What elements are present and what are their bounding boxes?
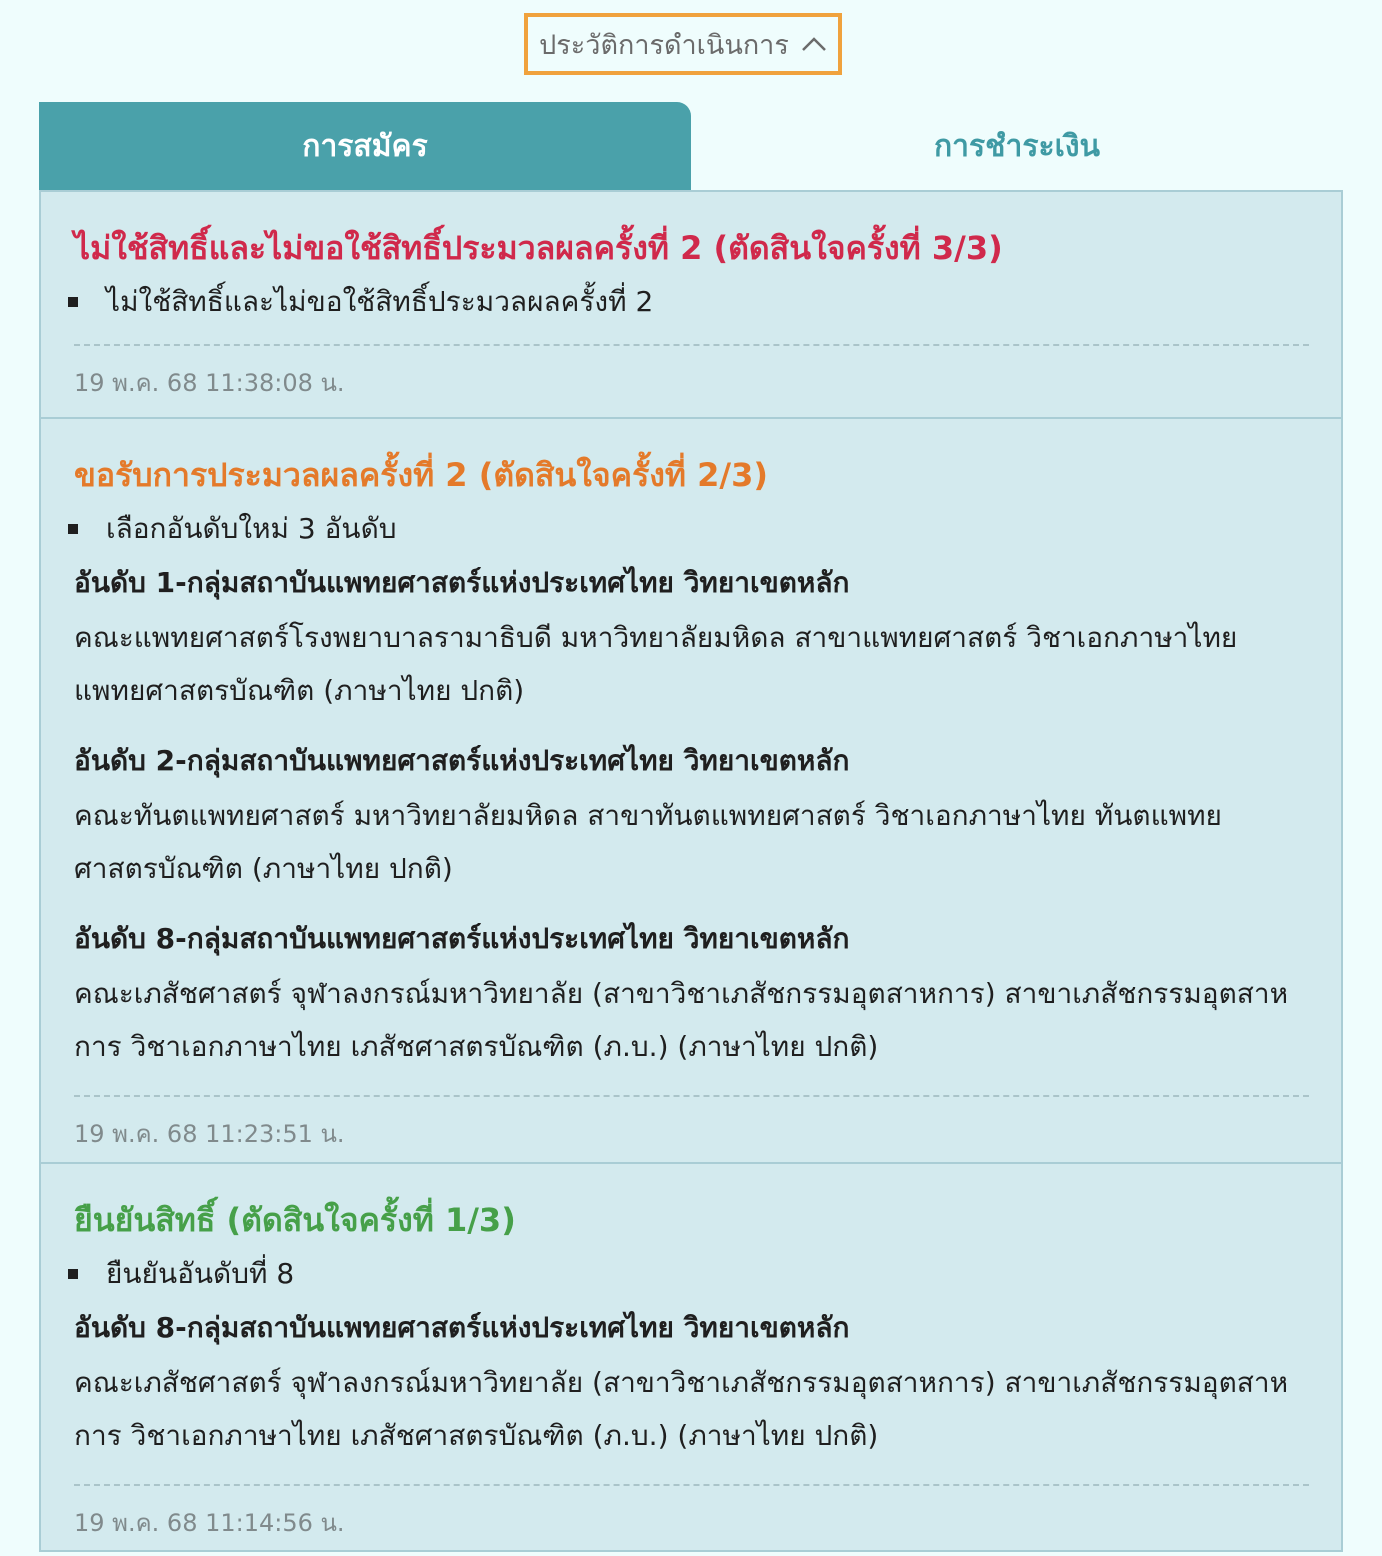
entry-title: ยืนยันสิทธิ์ (ตัดสินใจครั้งที่ 1/3) — [74, 1201, 516, 1239]
tab-application-label: การสมัคร — [302, 128, 428, 164]
history-entry — [41, 192, 1341, 419]
entry-title: ไม่ใช้สิทธิ์และไม่ขอใช้สิทธิ์ประมวลผลครั้งที่ 2 (ตัดสินใจครั้งที่ 3/3) — [74, 229, 1003, 267]
rank-title: อันดับ 8-กลุ่มสถาบันแพทยศาสตร์แห่งประเทศไทย วิทยาเขตหลัก — [74, 1311, 850, 1344]
history-panel — [39, 190, 1343, 1552]
chevron-up-icon — [801, 36, 827, 52]
entry-bullet — [74, 1254, 1309, 1294]
entry-bullet-text: เลือกอันดับใหม่ 3 อันดับ — [106, 512, 397, 545]
history-entry — [41, 1164, 1341, 1552]
entry-title: ขอรับการประมวลผลครั้งที่ 2 (ตัดสินใจครั้งที่ 2/3) — [74, 456, 768, 494]
tab-application[interactable] — [39, 102, 691, 190]
rank-description: คณะเภสัชศาสตร์ จุฬาลงกรณ์มหาวิทยาลัย (สาขาวิชาเภสัชกรรมอุตสาหการ) สาขาเภสัชกรรมอุตสาหการ วิชาเอกภาษาไทย เภสัชศาสตรบัณฑิต (ภ.บ.) (ภาษาไทย ปกติ) — [74, 977, 1289, 1063]
rank-description: คณะทันตแพทยศาสตร์ มหาวิทยาลัยมหิดล สาขาทันตแพทยศาสตร์ วิชาเอกภาษาไทย ทันตแพทยศาสตรบัณฑิต (ภาษาไทย ปกติ) — [74, 799, 1222, 885]
bullet-square-icon — [68, 297, 78, 307]
bullet-square-icon — [68, 524, 78, 534]
entry-timestamp: 19 พ.ค. 68 11:38:08 น. — [74, 369, 345, 397]
rank-description: คณะเภสัชศาสตร์ จุฬาลงกรณ์มหาวิทยาลัย (สาขาวิชาเภสัชกรรมอุตสาหการ) สาขาเภสัชกรรมอุตสาหการ วิชาเอกภาษาไทย เภสัชศาสตรบัณฑิต (ภ.บ.) (ภาษาไทย ปกติ) — [74, 1366, 1289, 1452]
rank-title: อันดับ 8-กลุ่มสถาบันแพทยศาสตร์แห่งประเทศไทย วิทยาเขตหลัก — [74, 922, 850, 955]
entry-timestamp: 19 พ.ค. 68 11:23:51 น. — [74, 1120, 345, 1148]
tab-payment[interactable] — [691, 102, 1343, 190]
history-entry — [41, 419, 1341, 1164]
history-toggle-button[interactable] — [524, 13, 842, 75]
tab-payment-label: การชำระเงิน — [934, 128, 1100, 164]
entry-bullet — [74, 282, 1309, 322]
rank-title: อันดับ 2-กลุ่มสถาบันแพทยศาสตร์แห่งประเทศไทย วิทยาเขตหลัก — [74, 744, 850, 777]
entry-timestamp: 19 พ.ค. 68 11:14:56 น. — [74, 1509, 345, 1537]
bullet-square-icon — [68, 1269, 78, 1279]
tab-bar — [39, 102, 1343, 190]
rank-title: อันดับ 1-กลุ่มสถาบันแพทยศาสตร์แห่งประเทศไทย วิทยาเขตหลัก — [74, 566, 850, 599]
entry-bullet — [74, 509, 1309, 549]
entry-bullet-text: ไม่ใช้สิทธิ์และไม่ขอใช้สิทธิ์ประมวลผลครั้งที่ 2 — [106, 285, 654, 318]
entry-bullet-text: ยืนยันอันดับที่ 8 — [106, 1257, 295, 1290]
history-toggle-label: ประวัติการดำเนินการ — [539, 29, 789, 61]
rank-description: คณะแพทยศาสตร์โรงพยาบาลรามาธิบดี มหาวิทยาลัยมหิดล สาขาแพทยศาสตร์ วิชาเอกภาษาไทย แพทยศาสตรบัณฑิต (ภาษาไทย ปกติ) — [74, 621, 1238, 707]
